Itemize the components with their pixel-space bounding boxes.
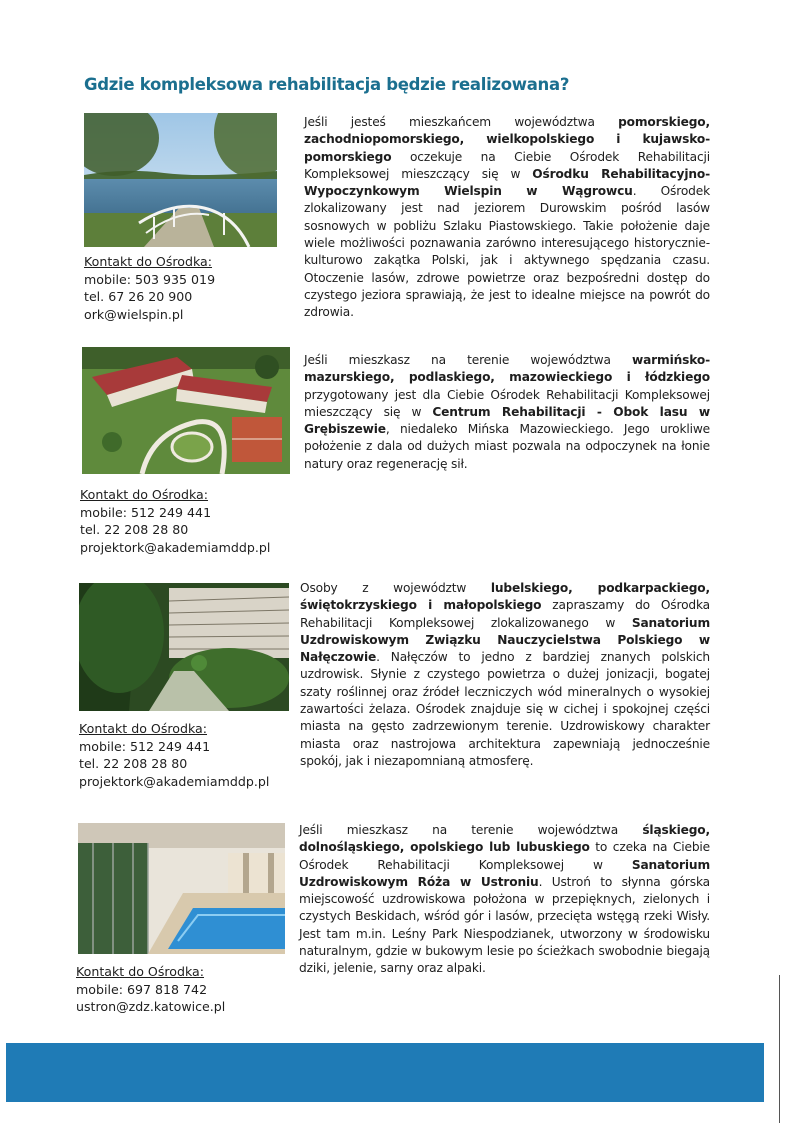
bold-text-run: Sanatorium Uzdrowiskowym Związku Nauczycielstwa Polskiego w Nałęczowie [300, 615, 710, 665]
bold-text-run: pomorskiego, zachodniopomorskiego, wielkopolskiego i kujawsko-pomorskiego [304, 115, 710, 164]
text-run: to czeka na Ciebie Ośrodek Rehabilitacji Kompleksowej w [299, 840, 710, 872]
bold-text-run: lubelskiego, podkarpackiego, świętokrzyskiego i małopolskiego [300, 581, 710, 613]
contact-email: ustron@zdz.katowice.pl [76, 999, 226, 1014]
indoor-pool-photo [78, 823, 285, 954]
bold-text-run: Ośrodku Rehabilitacyjno-Wypoczynkowym Wielspin w Wągrowcu [304, 166, 710, 199]
page-title: Gdzie kompleksowa rehabilitacja będzie realizowana? [84, 75, 570, 94]
text-run: zapraszamy do Ośrodka Rehabilitacji Kompleksowej zlokalizowanego w [300, 598, 710, 630]
section-paragraph-grebiszew [304, 352, 710, 473]
bold-text-run: warmińsko-mazurskiego, podlaskiego, mazowieckiego i łódzkiego [304, 353, 710, 385]
resort-aerial-photo [82, 347, 290, 474]
text-run: . Ośrodek zlokalizowany jest nad jeziorem Durowskim pośród lasów sosnowych w pobliżu Szlaku Piastowskiego. Takie położenie daje wiele możliwości poznawania zarówno interesującego historycznie-kulturowo zakątka Polski, jak i aktywnego spędzania czasu. Otoczenie lasów, zdrowe powietrze oraz bezpośredni dostęp do czystego jeziora sprawiają, że jest to idealne miejsce na powrót do zdrowia. [304, 184, 710, 320]
text-run: przygotowany jest dla Ciebie Ośrodek Rehabilitacji Kompleksowej mieszczący się w [304, 387, 710, 419]
text-run: , niedaleko Mińska Mazowieckiego. Jego urokliwe położenie z dala od dużych miast pozwala na odpoczynek na łonie natury oraz regenerację sił. [304, 422, 710, 471]
section-paragraph-naleczow [300, 580, 710, 770]
page-edge-line [779, 975, 780, 1123]
contact-mobile: mobile: 512 249 441 [79, 738, 211, 754]
contact-phone: tel. 22 208 28 80 [80, 522, 189, 537]
text-run: . Ustroń to słynna górska miejscowość uzdrowiskowa położona w przepięknych, zielonych i czystych Beskidach, wśród gór i lasów, przecięta wstęgą rzeki Wisły. Jest tam m.in. Leśny Park Niespodzianek, utworzony w środowisku naturalnym, gdzie w bukowym lesie po ścieżkach swobodnie biegają dziki, jelenie, sarny oraz alpaki. [299, 874, 711, 976]
contact-block-wielspin [84, 253, 215, 323]
section-paragraph-wielspin [304, 114, 710, 322]
footer-band [6, 1043, 764, 1102]
contact-block-ustron [76, 963, 225, 1016]
contact-label: Kontakt do Ośrodka: [80, 487, 209, 502]
text-run: Jeśli mieszkasz na terenie województwa [304, 353, 632, 367]
contact-email: ork@wielspin.pl [84, 306, 184, 322]
bold-text-run: Sanatorium Uzdrowiskowym Róża w Ustroniu [299, 857, 710, 889]
text-run: . Nałęczów to jedno z bardziej znanych polskich uzdrowisk. Słynie z czystego powietrza o dużej jonizacji, bogatej szaty roślinnej oraz źródeł leczniczych wód mineralnych o wysokiej zawartości żelaza. Ośrodek znajduje się w cichej i spokojnej części miasta na gęsto zadrzewionym terenie. Uzdrowiskowy charakter miasta oraz nastrojowa architektura zapewniają jednocześnie spokój, jak i niezapomnianą atmosferę. [300, 650, 710, 768]
lake-pier-photo [84, 113, 277, 247]
text-run: Jeśli mieszkasz na terenie województwa [299, 823, 643, 837]
contact-block-grebiszew [80, 486, 270, 556]
contact-label: Kontakt do Ośrodka: [79, 721, 208, 736]
text-run: Jeśli jesteś mieszkańcem województwa [304, 115, 619, 129]
contact-label: Kontakt do Ośrodka: [76, 964, 205, 979]
bold-text-run: śląskiego, dolnośląskiego, opolskiego lub lubuskiego [299, 823, 710, 855]
sanatorium-building-photo [79, 583, 289, 711]
contact-phone: tel. 22 208 28 80 [79, 756, 188, 771]
contact-label: Kontakt do Ośrodka: [84, 254, 213, 269]
contact-mobile: mobile: 512 249 441 [80, 504, 212, 520]
text-run: Osoby z województw [300, 581, 491, 595]
text-run: oczekuje na Ciebie Ośrodek Rehabilitacji Kompleksowej mieszczący się w [304, 149, 710, 181]
contact-block-naleczow [79, 720, 269, 790]
contact-email: projektork@akademiamddp.pl [80, 539, 271, 555]
bold-text-run: Centrum Rehabilitacji - Obok lasu w Grębiszewie [304, 404, 710, 437]
section-paragraph-ustron [299, 822, 710, 978]
contact-mobile: mobile: 697 818 742 [76, 981, 208, 997]
contact-mobile: mobile: 503 935 019 [84, 271, 216, 287]
contact-email: projektork@akademiamddp.pl [79, 773, 270, 789]
contact-phone: tel. 67 26 20 900 [84, 289, 193, 304]
